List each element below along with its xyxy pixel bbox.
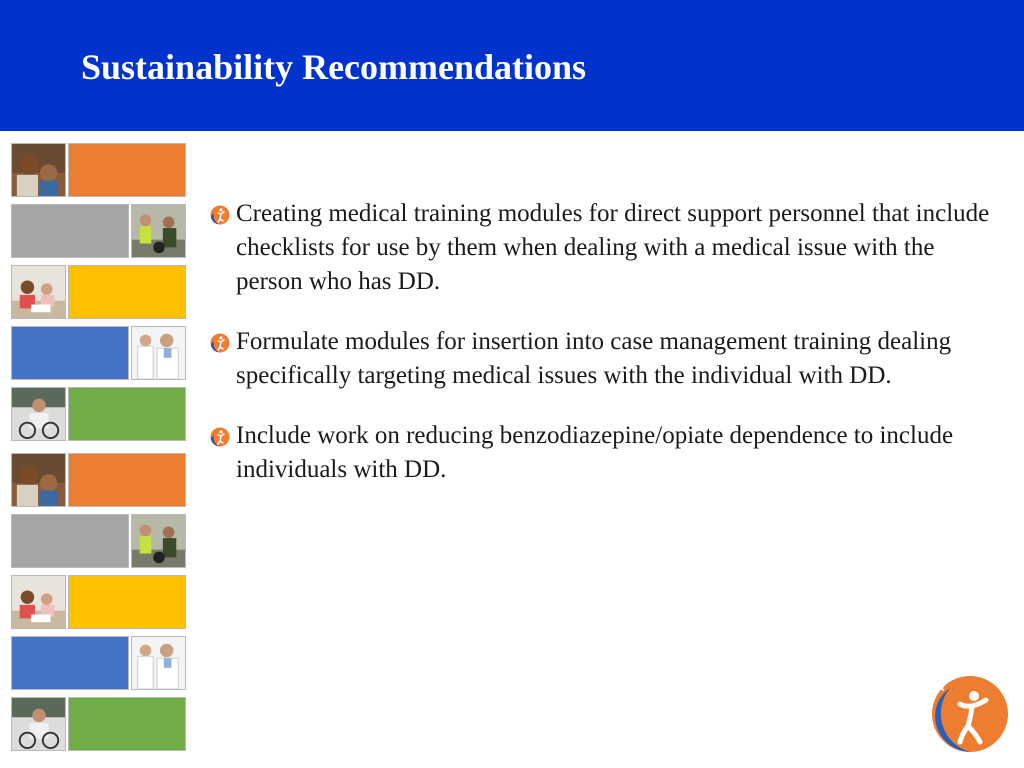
photo-wheelchair-man <box>11 697 66 751</box>
blue-tile <box>11 326 129 380</box>
bullet-item <box>210 325 990 393</box>
bullet-item <box>210 197 990 299</box>
slide-title: Sustainability Recommendations <box>81 47 587 87</box>
photo-workers-outdoor <box>131 514 186 568</box>
photo-wheelchair-man <box>11 387 66 441</box>
orange-tile <box>68 143 186 197</box>
header-banner <box>0 0 1024 131</box>
bullet-text: Creating medical training modules for direct support personnel that include checklists for use by them when dealing with a medical issue with the person who has DD. <box>236 200 990 295</box>
bullet-item <box>210 419 990 487</box>
orange-tile <box>68 453 186 507</box>
orange-figure-bullet-icon <box>210 333 230 353</box>
organization-logo <box>930 674 1010 754</box>
yellow-tile <box>68 265 186 319</box>
photo-medical-staff <box>131 636 186 690</box>
photo-medical-staff <box>131 326 186 380</box>
photo-children-classroom <box>11 575 66 629</box>
green-tile <box>68 387 186 441</box>
blue-tile <box>11 636 129 690</box>
orange-figure-bullet-icon <box>210 427 230 447</box>
photo-children-classroom <box>11 265 66 319</box>
yellow-tile <box>68 575 186 629</box>
photo-mother-child <box>11 143 66 197</box>
bullet-text: Formulate modules for insertion into case management training dealing specifically targeting medical issues with the individual with DD. <box>236 328 952 389</box>
green-tile <box>68 697 186 751</box>
orange-figure-bullet-icon <box>210 205 230 225</box>
bullet-text: Include work on reducing benzodiazepine/opiate dependence to include individuals with DD. <box>236 422 954 483</box>
bullet-list <box>210 197 990 513</box>
photo-mother-child <box>11 453 66 507</box>
gray-tile <box>11 204 129 258</box>
photo-workers-outdoor <box>131 204 186 258</box>
gray-tile <box>11 514 129 568</box>
